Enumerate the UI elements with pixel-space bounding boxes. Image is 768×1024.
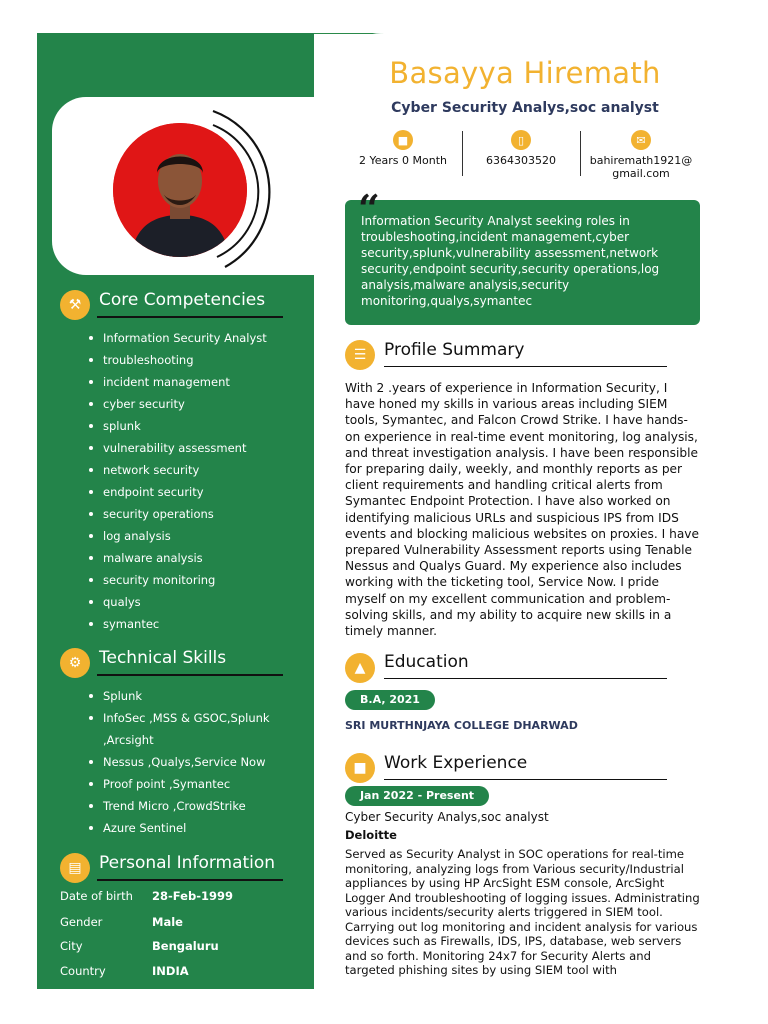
profile-summary-title: Profile Summary [384,340,525,360]
quote-icon: “ [358,186,380,231]
personal-info-key: City [60,939,83,953]
phone-icon: ▯ [511,130,531,150]
contact-email [582,130,700,180]
list-item: symantec [89,613,267,635]
degree-badge: B.A, 2021 [345,690,435,710]
personal-info-value: INDIA [152,964,189,978]
contact-experience [344,130,462,167]
list-item: troubleshooting [89,349,267,371]
profile-summary-text: With 2 .years of experience in Information Security, I have honed my skills in various areas including SIEM tools, Symantec, and Falcon Crowd Strike. I have hands-on experience in real-time event monitoring, log analysis, and threat investigation analysis. I have been responsible for preparing daily, weekly, and monthly reports as per client requirements and handling critical alerts from Symantec Endpoint Protection. I have also worked on identifying malicious URLs and suspicious IPS from IDS events and blocking malicious websites on proxies. I have prepared Vulnerability Assessment reports using Tenable Nessus and Qualys Guard. My experience also includes working with the ticketing tool, Service Now. I pride myself on my excellent communication and problem-solving skills, and my ability to acquire new skills in a timely manner. [345,381,700,639]
section-rule [97,674,283,676]
email-text[interactable]: bahiremath1921@ gmail.com [589,154,693,180]
job-role: Cyber Security Analys,soc analyst [345,810,549,824]
personal-info-key: Date of birth [60,889,133,903]
id-card-icon: ▤ [60,853,90,883]
list-item: ,Arcsight [103,733,154,747]
core-competencies-list [89,327,267,635]
list-item: log analysis [89,525,267,547]
list-item: network security [89,459,267,481]
personal-info-value: 28-Feb-1999 [152,889,233,903]
list-item: Trend Micro ,CrowdStrike [89,795,270,817]
section-rule [97,879,283,881]
list-item: malware analysis [89,547,267,569]
core-competencies-title: Core Competencies [99,290,266,310]
work-experience-title: Work Experience [384,753,528,773]
technical-skills-title: Technical Skills [99,648,227,668]
contact-phone [462,130,580,167]
document-icon: ☰ [345,340,375,370]
summary-quote: Information Security Analyst seeking roles in troubleshooting,incident management,cyber security,splunk,vulnerability assessment,network security,endpoint security,security operations,log analysis,malware analysis,security monitoring,qualys,symantec [361,214,660,308]
list-item: Azure Sentinel [89,817,270,839]
personal-info-value: Male [152,915,183,929]
personal-info-value: Bengaluru [152,939,219,953]
personal-info-key: Gender [60,915,103,929]
person-photo-icon [113,123,247,257]
list-item: endpoint security [89,481,267,503]
list-item: Nessus ,Qualys,Service Now [89,751,270,773]
gear-icon: ⚙ [60,648,90,678]
section-rule [384,366,667,367]
list-item: InfoSec ,MSS & GSOC,Splunk [89,707,270,729]
section-rule [384,678,667,679]
list-item: incident management [89,371,267,393]
job-description: Served as Security Analyst in SOC operations for real-time monitoring, analyzing logs from Various security/Industrial appliances by using HP ArcSight ESM console, ArcSight Logger And troubleshooting of logging issues. Administrating various incidents/security alerts triggered in SIEM tool. Carrying out log monitoring and incident analysis for various devices such as Firewalls, IDS, IPS, database, web servers and so forth. Monitoring 24x7 for Security Alerts and targeted phishing sites by using SIEM tool with [345,847,700,977]
list-item: vulnerability assessment [89,437,267,459]
education-title: Education [384,652,469,672]
list-item: Proof point ,Symantec [89,773,270,795]
phone-text[interactable]: 6364303520 [486,154,556,167]
mail-icon: ✉ [631,130,651,150]
experience-text: 2 Years 0 Month [359,154,447,167]
personal-info-title: Personal Information [99,853,276,873]
company-name: Deloitte [345,828,397,842]
list-item: Information Security Analyst [89,327,267,349]
college-name: SRI MURTHNJAYA COLLEGE DHARWAD [345,719,578,732]
briefcase-icon: ■ [345,753,375,783]
list-item: security operations [89,503,267,525]
candidate-name: Basayya Hiremath [389,56,661,90]
list-item: qualys [89,591,267,613]
contact-divider [580,131,581,176]
candidate-role: Cyber Security Analys,soc analyst [391,100,659,116]
section-rule [97,316,283,318]
list-item: cyber security [89,393,267,415]
graduation-icon: ▲ [345,653,375,683]
list-item: Splunk [89,685,270,707]
technical-skills-list [89,685,270,839]
list-item: security monitoring [89,569,267,591]
period-badge: Jan 2022 - Present [345,786,489,806]
section-rule [384,779,667,780]
list-item: splunk [89,415,267,437]
personal-info-key: Country [60,964,106,978]
wrench-icon: ⚒ [60,290,90,320]
briefcase-icon: ■ [393,130,413,150]
avatar [113,123,247,257]
